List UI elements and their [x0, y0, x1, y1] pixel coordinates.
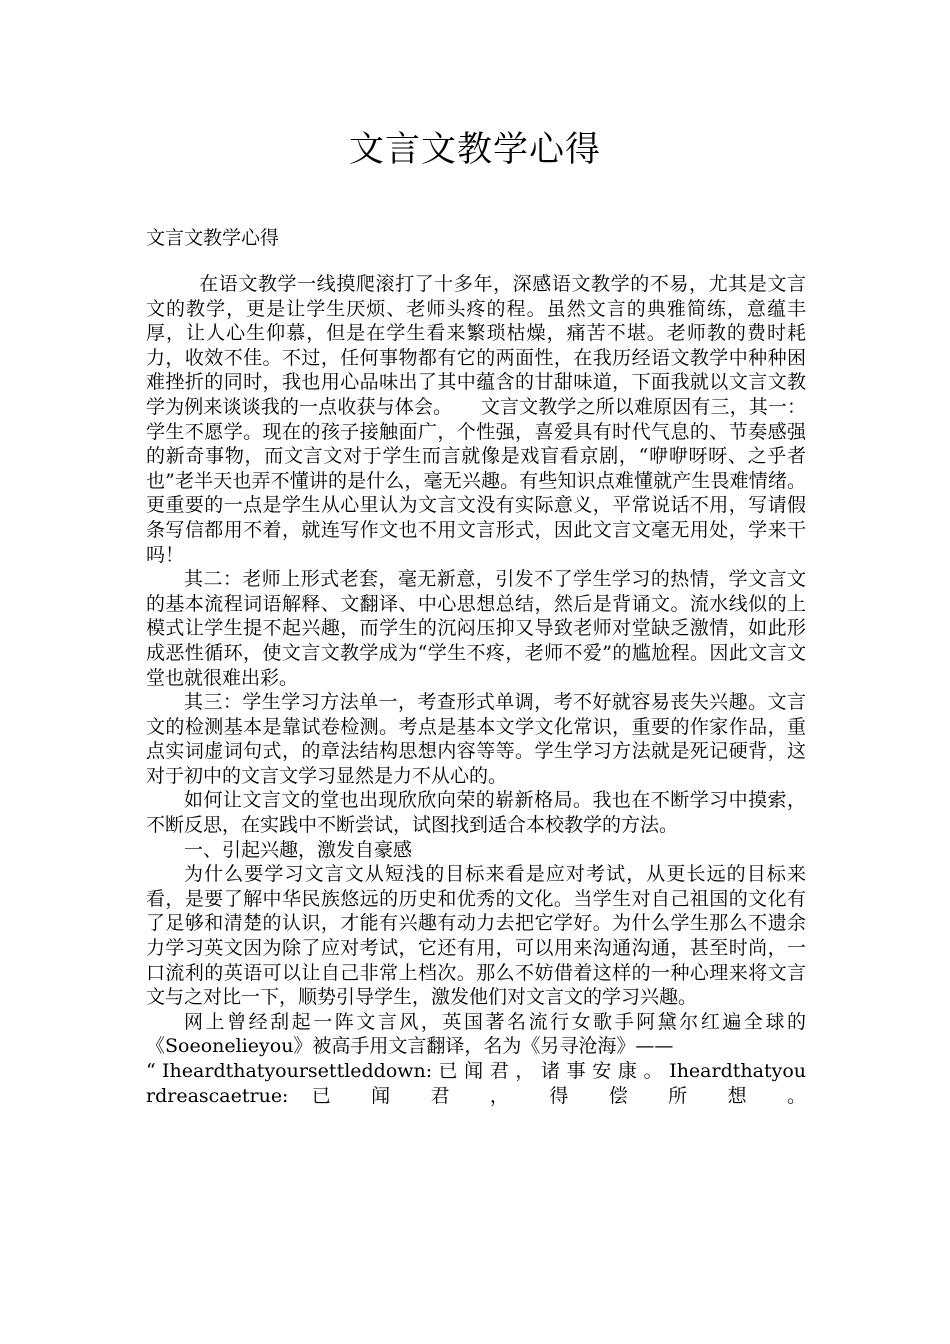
document-title: 文言文教学心得 [348, 130, 601, 170]
paragraph: 在语文教学一线摸爬滚打了十多年，深感语文教学的不易，尤其是文言文的教学，更是让学生厌烦、老师头疼的程。虽然文言的典雅简练，意蕴丰厚，让人心生仰慕，但是在学生看来繁琐枯燥，痛苦不堪。老师教的费时耗力，收效不佳。不过，任何事物都有它的两面性，在我历经语文教学中种种困难挫折的同时，我也用心品味出了其中蕴含的甘甜味道，下面我就以文言文教学为例来谈谈我的一点收获与体会。 文言文教学之所以难原因有三，其一：学生不愿学。现在的孩子接触面广，个性强，喜爱具有时代气息的、节奏感强的新奇事物，而文言文对于学生而言就像是戏盲看京剧，“咿咿呀呀、之乎者也”老半天也弄不懂讲的是什么，毫无兴趣。有些知识点难懂就产生畏难情绪。更重要的一点是学生从心里认为文言文没有实际意义，平常说话不用，写请假条写信都用不着，就连写作文也不用文言形式，因此文言文毫无用处，学来干吗！ [146, 273, 806, 566]
document-subtitle: 文言文教学心得 [146, 227, 280, 249]
paragraph: 为什么要学习文言文从短浅的目标来看是应对考试，从更长远的目标来看，是要了解中华民族悠远的历史和优秀的文化。当学生对自己祖国的文化有了足够和清楚的认识，才能有兴趣有动力去把它学好。为什么学生那么不遗余力学习英文因为除了应对考试，它还有用，可以用来沟通沟通，甚至时尚，一口流利的英语可以让自己非常上档次。那么不妨借着这样的一种心理来将文言文与之对比一下，顺势引导学生，激发他们对文言文的学习兴趣。 [146, 863, 806, 1009]
paragraph: 其三：学生学习方法单一，考查形式单调，考不好就容易丧失兴趣。文言文的检测基本是靠试卷检测。考点是基本文学文化常识，重要的作家作品，重点实词虚词句式，的章法结构思想内容等等。学生学习方法就是死记硬背，这对于初中的文言文学习显然是力不从心的。 [146, 691, 806, 787]
paragraph: 如何让文言文的堂也出现欣欣向荣的崭新格局。我也在不断学习中摸索，不断反思，在实践中不断尝试，试图找到适合本校教学的方法。 [146, 789, 806, 837]
document-body [146, 272, 806, 1108]
paragraph: 网上曾经刮起一阵文言风，英国著名流行女歌手阿黛尔红遍全球的《Soeonelieyou》被高手用文言翻译，名为《另寻沧海》—— [146, 1010, 806, 1058]
paragraph: 其二：老师上形式老套，毫无新意，引发不了学生学习的热情，学文言文的基本流程词语解释、文翻译、中心思想总结，然后是背诵文。流水线似的上模式让学生提不起兴趣，而学生的沉闷压抑又导致老师对堂缺乏激情，如此形成恶性循环，使文言文教学成为“学生不疼，老师不爱”的尴尬程。因此文言文堂也就很难出彩。 [146, 568, 806, 689]
section-heading: 一、引起兴趣，激发自豪感 [184, 838, 413, 861]
paragraph-lyrics: “ Iheardthatyoursettleddown: 已 闻 君 ， 诸 事 安 康 。 Iheardthatyourdreascaetrue: 已 闻 君 ， 得 偿 所 想 。 [146, 1060, 806, 1107]
